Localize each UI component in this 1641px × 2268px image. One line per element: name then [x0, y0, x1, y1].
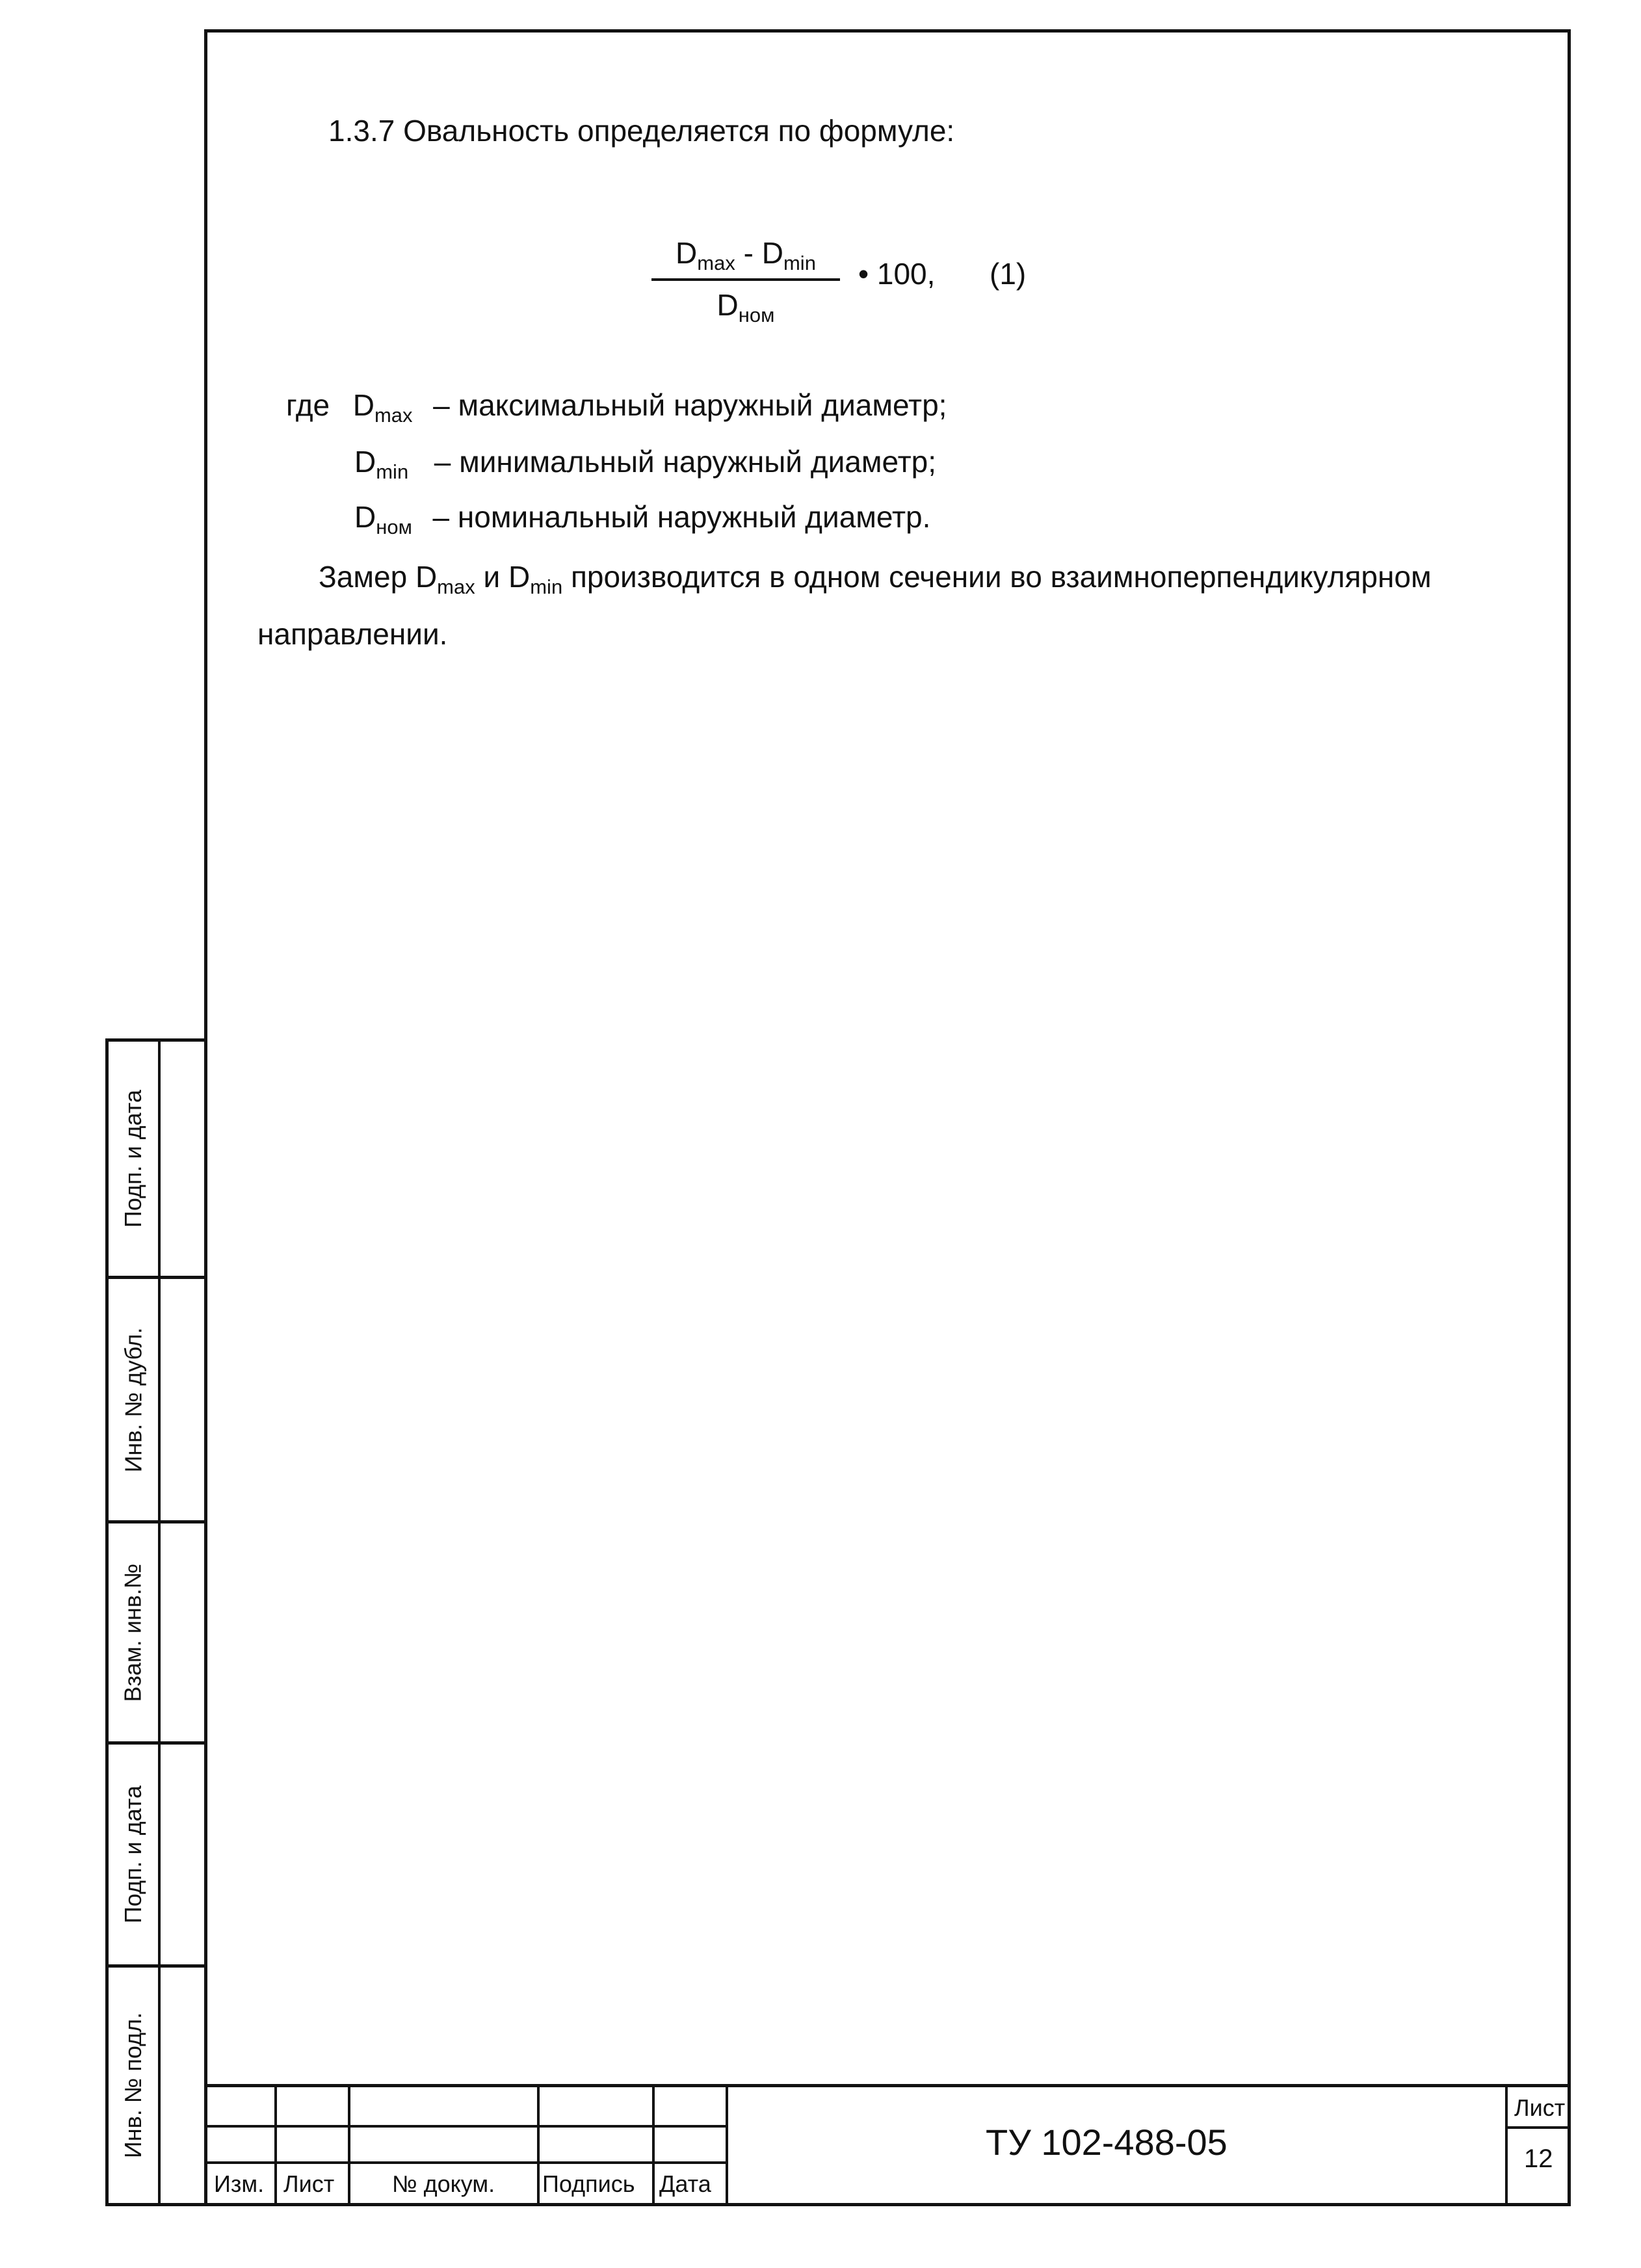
- title-block: [207, 2084, 1568, 2203]
- section-heading: 1.3.7 Овальность определяется по формуле:: [328, 114, 955, 148]
- side-cell-replace-inv: [109, 1523, 207, 1745]
- col-label-list: Лист: [283, 2170, 335, 2197]
- document-code: ТУ 102-488-05: [986, 2122, 1227, 2163]
- title-block-col-line: [1505, 2087, 1508, 2203]
- formula-denominator: $D_{ном}$: [716, 288, 775, 326]
- title-block-row-line: [207, 2125, 727, 2128]
- side-cell-sign-date-1: [109, 1042, 207, 1279]
- side-label-column: [109, 1968, 161, 2203]
- side-cell-sign-date-2: [109, 1745, 207, 1968]
- title-block-col-line: [348, 2087, 350, 2203]
- definition-dnom: $D_{ном}$ – номинальный наружный диаметр.: [354, 500, 931, 538]
- definition-dmin: $D_{min}$ – минимальный наружный диаметр;: [354, 445, 937, 483]
- formula-numerator: $D_{max} - D_{min}$: [676, 236, 816, 274]
- col-label-izm: Изм.: [214, 2170, 265, 2197]
- title-block-col-line: [537, 2087, 540, 2203]
- side-cell-dup-inv: [109, 1279, 207, 1523]
- side-label: Взам. инв.№: [120, 1563, 146, 1702]
- title-block-row-line: [1505, 2126, 1568, 2129]
- title-block-col-line: [726, 2087, 728, 2203]
- side-label-column: [109, 1279, 161, 1520]
- sheet-number: 12: [1524, 2144, 1553, 2173]
- page-frame: [204, 29, 1571, 2206]
- col-label-date: Дата: [659, 2170, 711, 2197]
- side-label: Инв. № подл.: [120, 2012, 146, 2159]
- side-cell-orig-inv: [109, 1968, 207, 2203]
- side-label-column: [109, 1523, 161, 1741]
- title-block-col-line: [274, 2087, 277, 2203]
- measurement-paragraph-line2: направлении.: [257, 617, 448, 651]
- formula-number: (1): [990, 257, 1027, 291]
- side-label-column: [109, 1042, 161, 1276]
- side-label: Инв. № дубл.: [120, 1327, 146, 1472]
- formula-multiplier: • 100,: [858, 257, 936, 291]
- definition-prefix: где: [286, 388, 330, 422]
- measurement-paragraph-line1: Замер $D_{max}$ и $D_{min}$ производится в одном сечении во взаимноперпендикулярном: [319, 560, 1432, 598]
- title-block-row-line: [207, 2161, 727, 2164]
- sheet-label: Лист: [1514, 2094, 1566, 2121]
- side-label: Подп. и дата: [120, 1785, 146, 1924]
- col-label-doc: № докум.: [392, 2170, 495, 2197]
- side-label-column: [109, 1745, 161, 1964]
- side-strip: [105, 1038, 207, 2206]
- definition-dmax: где $D_{max}$ – максимальный наружный диаметр;: [286, 388, 947, 427]
- side-label: Подп. и дата: [120, 1089, 146, 1228]
- fraction-bar: [651, 278, 840, 281]
- title-block-col-line: [652, 2087, 655, 2203]
- col-label-sign: Подпись: [542, 2170, 635, 2197]
